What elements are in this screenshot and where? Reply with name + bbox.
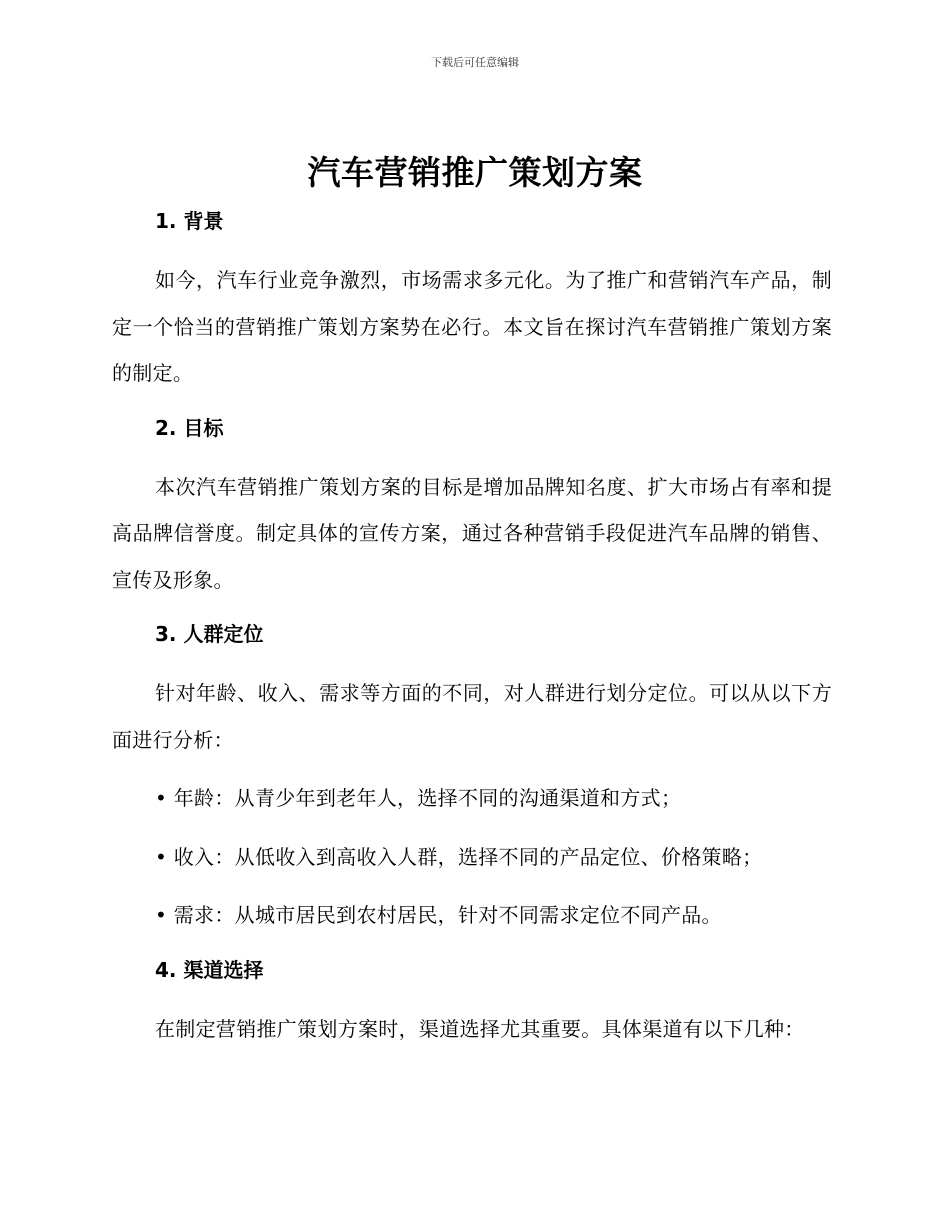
section-paragraph: 本次汽车营销推广策划方案的目标是增加品牌知名度、扩大市场占有率和提高品牌信誉度。制定具体的宣传方案，通过各种营销手段促进汽车品牌的销售、宣传及形象。 — [112, 474, 832, 592]
section-goals — [112, 408, 832, 604]
section-heading: 3. 人群定位 — [155, 622, 264, 646]
section-channels — [112, 950, 832, 1053]
section-paragraph: 针对年龄、收入、需求等方面的不同，对人群进行划分定位。可以从以下方面进行分析： — [112, 681, 832, 752]
list-item: • 年龄：从青少年到老年人，选择不同的沟通渠道和方式； — [155, 786, 682, 810]
section-background — [112, 201, 832, 397]
section-heading: 2. 目标 — [155, 415, 224, 440]
list-item: • 收入：从低收入到高收入人群，选择不同的产品定位、价格策略； — [155, 844, 763, 869]
section-paragraph: 如今，汽车行业竞争激烈，市场需求多元化。为了推广和营销汽车产品，制定一个恰当的营销推广策划方案势在必行。本文旨在探讨汽车营销推广策划方案的制定。 — [112, 268, 832, 385]
section-paragraph: 在制定营销推广策划方案时，渠道选择尤其重要。具体渠道有以下几种： — [155, 1016, 805, 1041]
list-item: • 需求：从城市居民到农村居民，针对不同需求定位不同产品。 — [155, 903, 722, 927]
document-body — [112, 201, 832, 1052]
section-audience — [112, 614, 832, 939]
document-title: 汽车营销推广策划方案 — [307, 153, 643, 192]
section-heading: 1. 背景 — [155, 209, 224, 233]
header-note: 下载后可任意编辑 — [431, 56, 519, 69]
section-heading: 4. 渠道选择 — [155, 957, 264, 982]
